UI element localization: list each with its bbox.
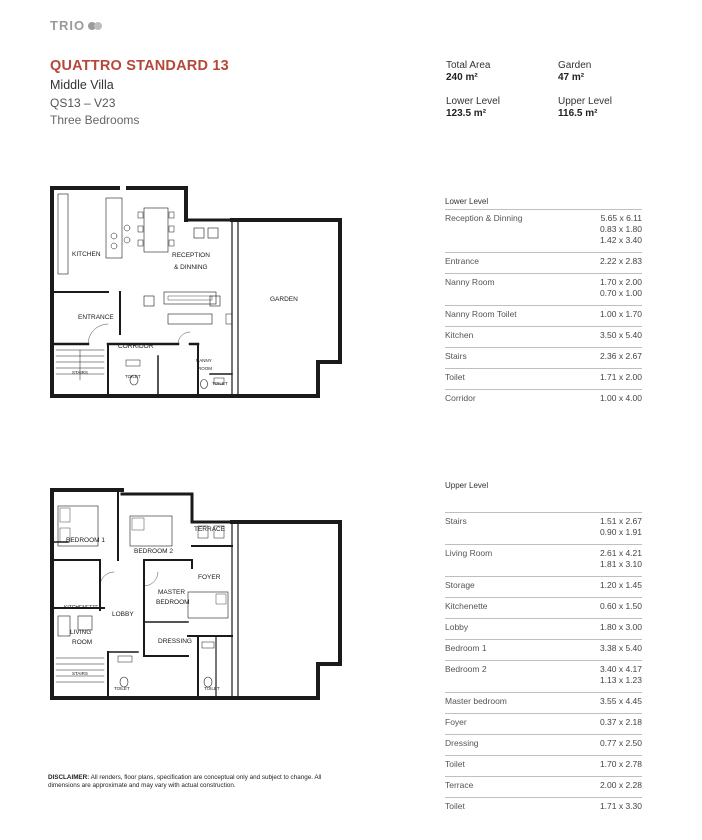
label-kitchenette: KITCHENETTE [64, 605, 99, 611]
room-name: Terrace [445, 780, 474, 790]
dimension-value: 1.71 x 2.00 [599, 372, 642, 382]
stat-value: 47 m² [558, 72, 585, 83]
disclaimer-label: DISCLAIMER: [48, 774, 90, 781]
dimension-value: 1.20 x 1.45 [599, 580, 642, 590]
room-name: Bedroom 1 [445, 643, 487, 653]
logo-mark-icon [88, 22, 102, 30]
stat-lower-level [446, 96, 500, 120]
label-reception: RECEPTION [172, 252, 210, 259]
dimension-value: 1.81 x 3.10 [599, 559, 642, 569]
dimension-value: 0.83 x 1.80 [599, 224, 642, 234]
label-stairs: STAIRS [72, 370, 88, 375]
room-name: Corridor [445, 393, 476, 403]
room-name: Nanny Room Toilet [445, 309, 517, 319]
dimension-value: 1.71 x 3.30 [599, 801, 642, 811]
label-stairs: STAIRS [72, 671, 88, 676]
label-dressing: DRESSING [158, 638, 192, 645]
room-name: Lobby [445, 622, 469, 632]
table-row [445, 713, 642, 734]
table-row [445, 797, 642, 818]
room-name: Toilet [445, 372, 465, 382]
table-heading: Lower Level [445, 197, 489, 206]
table-row [445, 576, 642, 597]
room-dimensions [600, 516, 642, 538]
label-garden: GARDEN [270, 296, 298, 303]
label-toilet-2: TOILET [204, 686, 220, 691]
table-row [445, 512, 642, 544]
room-dimensions [600, 372, 642, 383]
room-name: Dressing [445, 738, 479, 748]
label-entrance: ENTRANCE [78, 314, 114, 321]
room-dimensions [600, 696, 642, 707]
room-name: Nanny Room [445, 277, 495, 287]
label-toilet: TOILET [114, 686, 130, 691]
room-name: Stairs [445, 351, 467, 361]
label-nanny-room: ROOM [198, 366, 212, 371]
label-nanny: NANNY [196, 358, 212, 363]
page-title: QUATTRO STANDARD 13 [50, 58, 229, 74]
dimension-value: 0.90 x 1.91 [599, 527, 642, 537]
table-row [445, 660, 642, 692]
lower-room-labels [72, 251, 298, 386]
room-name: Stairs [445, 516, 467, 526]
upper-floor-plan [48, 486, 348, 702]
dimension-value: 0.60 x 1.50 [599, 601, 642, 611]
room-dimensions [600, 330, 642, 341]
table-row [445, 326, 642, 347]
table-row [445, 273, 642, 305]
room-dimensions [600, 759, 642, 770]
table-row [445, 618, 642, 639]
room-dimensions [600, 780, 642, 791]
dimension-value: 1.00 x 1.70 [599, 309, 642, 319]
room-dimensions [600, 256, 642, 267]
logo-text: TRIO [50, 18, 86, 33]
stat-garden [558, 60, 591, 84]
room-name: Reception & Dinning [445, 213, 523, 223]
label-dining: & DINNING [174, 264, 208, 271]
room-dimensions [600, 309, 642, 320]
table-row [445, 755, 642, 776]
table-row [445, 544, 642, 576]
label-terrace: TERRACE [194, 526, 226, 533]
room-dimensions [600, 622, 642, 633]
table-row [445, 305, 642, 326]
table-row [445, 389, 642, 410]
room-name: Bedroom 2 [445, 664, 487, 674]
disclaimer [48, 774, 338, 790]
stat-label: Upper Level [558, 96, 612, 107]
label-foyer: FOYER [198, 574, 221, 581]
room-name: Toilet [445, 801, 465, 811]
room-name: Foyer [445, 717, 467, 727]
table-row [445, 347, 642, 368]
lower-level-table [445, 197, 642, 410]
dimension-value: 2.36 x 2.67 [599, 351, 642, 361]
dimension-value: 2.00 x 2.28 [599, 780, 642, 790]
lower-level-rows [445, 209, 642, 410]
room-dimensions [600, 580, 642, 591]
label-master: MASTER [158, 589, 186, 596]
room-dimensions [600, 277, 642, 299]
dimension-value: 1.80 x 3.00 [599, 622, 642, 632]
label-kitchen: KITCHEN [72, 251, 101, 258]
label-lobby: LOBBY [112, 611, 134, 618]
brand-logo [50, 18, 102, 33]
room-dimensions [600, 393, 642, 404]
room-dimensions [600, 801, 642, 812]
room-dimensions [600, 548, 642, 570]
room-dimensions [600, 351, 642, 362]
label-corridor: CORRIDOR [118, 343, 154, 350]
stat-upper-level [558, 96, 612, 120]
room-dimensions [600, 738, 642, 749]
upper-level-rows [445, 512, 642, 818]
dimension-value: 5.65 x 6.11 [600, 213, 642, 223]
room-name: Entrance [445, 256, 480, 266]
stat-value: 116.5 m² [558, 108, 598, 119]
bedroom-count: Three Bedrooms [50, 113, 140, 127]
dimension-value: 1.70 x 2.00 [599, 277, 642, 287]
stat-value: 240 m² [446, 72, 478, 83]
stat-value: 123.5 m² [446, 108, 487, 119]
label-living-room: ROOM [72, 639, 93, 646]
dimension-value: 0.77 x 2.50 [599, 738, 642, 748]
dimension-value: 0.37 x 2.18 [599, 717, 642, 727]
room-dimensions [600, 213, 642, 246]
disclaimer-text: All renders, floor plans, specification are conceptual only and subject to change. All dimensions are approximate and may vary with actual construction. [48, 774, 322, 789]
label-nanny-toilet: TOILET [212, 381, 228, 386]
dimension-value: 3.40 x 4.17 [599, 664, 642, 674]
stat-label: Total Area [446, 60, 491, 71]
table-row [445, 597, 642, 618]
table-heading: Upper Level [445, 481, 489, 490]
lower-floor-plan [48, 184, 348, 400]
room-name: Master bedroom [445, 696, 507, 706]
label-master-bedroom: BEDROOM [156, 599, 190, 606]
stat-label: Lower Level [446, 96, 500, 107]
room-dimensions [600, 601, 642, 612]
table-row [445, 776, 642, 797]
room-name: Living Room [445, 548, 493, 558]
dimension-value: 1.51 x 2.67 [599, 516, 642, 526]
dimension-value: 2.22 x 2.83 [599, 256, 642, 266]
label-bedroom-2: BEDROOM 2 [134, 548, 174, 555]
room-name: Kitchen [445, 330, 474, 340]
label-living: LIVING [70, 629, 92, 636]
villa-type: Middle Villa [50, 78, 114, 92]
stat-label: Garden [558, 60, 592, 71]
room-dimensions [600, 717, 642, 728]
dimension-value: 3.55 x 4.45 [599, 696, 642, 706]
room-name: Toilet [445, 759, 465, 769]
dimension-value: 1.13 x 1.23 [599, 675, 642, 685]
label-bedroom-1: BEDROOM 1 [66, 537, 106, 544]
room-name: Kitchenette [445, 601, 488, 611]
table-row [445, 639, 642, 660]
table-row [445, 692, 642, 713]
room-name: Storage [445, 580, 475, 590]
dimension-value: 1.00 x 4.00 [599, 393, 642, 403]
unit-code: QS13 – V23 [50, 96, 116, 110]
dimension-value: 0.70 x 1.00 [599, 288, 642, 298]
dimension-value: 2.61 x 4.21 [599, 548, 642, 558]
dimension-value: 1.42 x 3.40 [599, 235, 642, 245]
table-row [445, 209, 642, 252]
dimension-value: 3.38 x 5.40 [599, 643, 642, 653]
room-dimensions [600, 643, 642, 654]
dimension-value: 1.70 x 2.78 [599, 759, 642, 769]
table-row [445, 734, 642, 755]
table-row [445, 252, 642, 273]
stat-total-area [446, 60, 490, 84]
dimension-value: 3.50 x 5.40 [599, 330, 642, 340]
room-dimensions [600, 664, 642, 686]
upper-level-table [445, 481, 642, 818]
table-row [445, 368, 642, 389]
label-toilet: TOILET [125, 374, 141, 379]
